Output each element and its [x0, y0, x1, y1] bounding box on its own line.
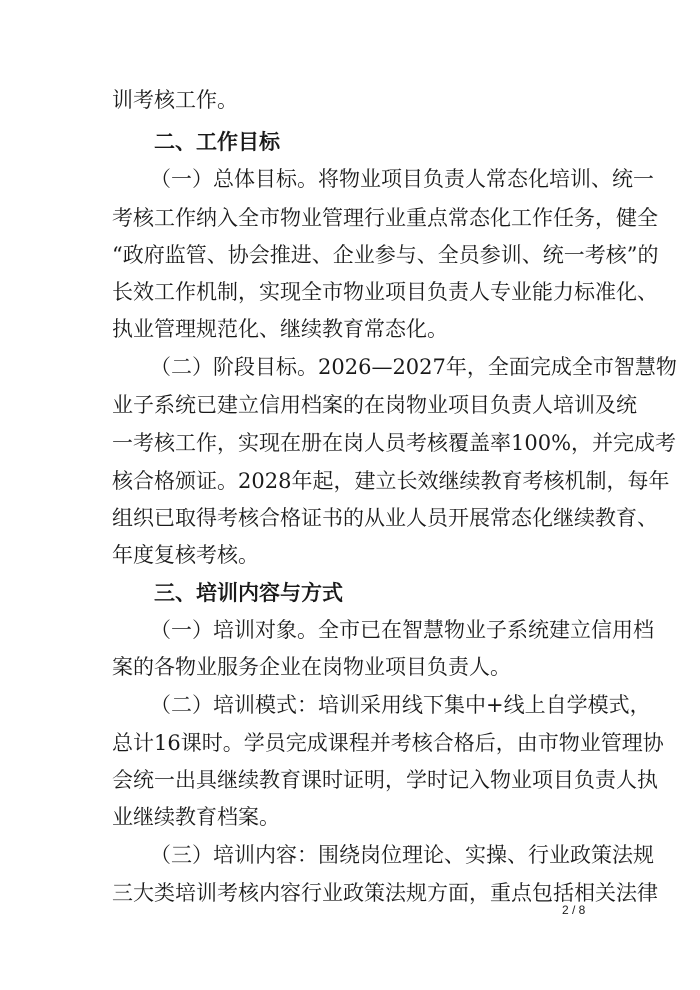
text-line: 案的各物业服务企业在岗物业项目负责人。 [112, 655, 511, 679]
text-line: 总计16课时。学员完成课程并考核合格后，由市物业管理协 [112, 731, 664, 755]
section-heading: 二、工作目标 [154, 130, 280, 154]
section-heading: 三、培训内容与方式 [154, 581, 343, 605]
text-line: 考核工作纳入全市物业管理行业重点常态化工作任务，健全 [112, 206, 658, 230]
text-line: （三）培训内容：围绕岗位理论、实操、行业政策法规 [150, 843, 654, 867]
text-line: 年度复核考核。 [112, 543, 259, 567]
text-line: 会统一出具继续教育课时证明，学时记入物业项目负责人执 [112, 768, 658, 792]
text-line: 执业管理规范化、继续教育常态化。 [112, 317, 448, 341]
text-line: 业子系统已建立信用档案的在岗物业项目负责人培训及统 [112, 393, 637, 417]
text-line: （一）总体目标。将物业项目负责人常态化培训、统一 [150, 167, 654, 191]
text-line: （二）阶段目标。2026—2027年，全面完成全市智慧物 [150, 355, 677, 379]
text-line: （二）培训模式：培训采用线下集中+线上自学模式， [150, 693, 651, 717]
page-number: 2 / 8 [562, 903, 586, 917]
text-line: 业继续教育档案。 [112, 805, 280, 829]
text-line: “政府监管、协会推进、企业参与、全员参训、统一考核”的 [112, 243, 659, 267]
text-line: （一）培训对象。全市已在智慧物业子系统建立信用档 [150, 618, 654, 642]
text-line: 三大类培训考核内容行业政策法规方面，重点包括相关法律 [112, 881, 658, 905]
text-line: 训考核工作。 [112, 88, 238, 112]
text-line: 核合格颁证。2028年起，建立长效继续教育考核机制，每年 [112, 469, 670, 493]
text-line: 一考核工作，实现在册在岗人员考核覆盖率100%，并完成考 [112, 431, 677, 455]
text-line: 长效工作机制，实现全市物业项目负责人专业能力标准化、 [112, 280, 658, 304]
text-line: 组织已取得考核合格证书的从业人员开展常态化继续教育、 [112, 506, 658, 530]
